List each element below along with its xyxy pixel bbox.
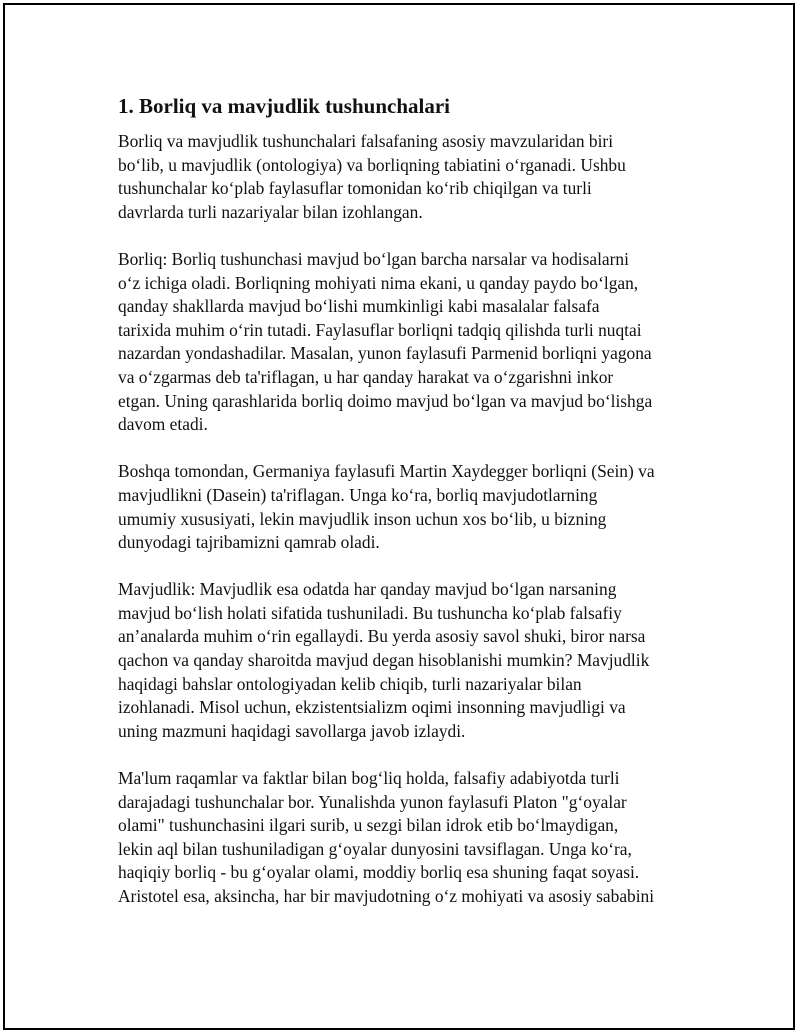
text-line: umumiy xususiyati, lekin mavjudlik inson uchun xos bo‘lib, u bizning: [118, 508, 607, 529]
paragraph-platon: [118, 767, 688, 909]
text-line: Ma'lum raqamlar va faktlar bilan bog‘liq holda, falsafiy adabiyotda turli: [118, 768, 620, 789]
text-line: Borliq: Borliq tushunchasi mavjud bo‘lgan barcha narsalar va hodisalarni: [118, 248, 629, 269]
text-line: bo‘lib, u mavjudlik (ontologiya) va borliqning tabiatini o‘rganadi. Ushbu: [118, 154, 626, 175]
text-line: olami" tushunchasini ilgari surib, u sezgi bilan idrok etib bo‘lmaydigan,: [118, 815, 619, 836]
paragraph-heidegger: [118, 460, 688, 554]
text-line: qanday shakllarda mavjud bo‘lishi mumkinligi kabi masalalar falsafa: [118, 296, 600, 317]
text-line: uning mazmuni haqidagi savollarga javob izlaydi.: [118, 720, 466, 741]
text-line: davom etadi.: [118, 414, 208, 435]
text-line: Borliq va mavjudlik tushunchalari falsafaning asosiy mavzularidan biri: [118, 131, 614, 151]
section-heading: 1. Borliq va mavjudlik tushunchalari: [118, 94, 450, 118]
text-line: va o‘zgarmas deb ta'riflagan, u har qanday harakat va o‘zgarishni inkor: [118, 366, 614, 387]
text-line: tushunchalar ko‘plab faylasuflar tomonidan ko‘rib chiqilgan va turli: [118, 178, 592, 199]
paragraph-intro: [118, 130, 688, 224]
text-line: haqidagi bahslar ontologiyadan kelib chiqib, turli nazariyalar bilan: [118, 673, 582, 694]
text-line: qachon va qanday sharoitda mavjud degan hisoblanishi mumkin? Mavjudlik: [118, 650, 650, 671]
text-line: Boshqa tomondan, Germaniya faylasufi Martin Xaydegger borliqni (Sein) va: [118, 461, 655, 482]
text-line: Aristotel esa, aksincha, har bir mavjudotning o‘z mohiyati va asosiy sababini: [118, 886, 655, 906]
document-body: [118, 92, 688, 932]
text-line: nazardan yondashadilar. Masalan, yunon faylasufi Parmenid borliqni yagona: [118, 343, 652, 364]
text-line: tarixida muhim o‘rin tutadi. Faylasuflar borliqni tadqiq qilishda turli nuqtai: [118, 319, 642, 340]
text-line: mavjud bo‘lish holati sifatida tushuniladi. Bu tushuncha ko‘plab falsafiy: [118, 602, 622, 623]
text-line: darajadagi tushunchalar bor. Yunalishda yunon faylasufi Platon "g‘oyalar: [118, 791, 627, 812]
paragraph-borliq: [118, 248, 688, 437]
text-line: izohlanadi. Misol uchun, ekzistentsializm oqimi insonning mavjudligi va: [118, 697, 626, 718]
text-line: etgan. Uning qarashlarida borliq doimo mavjud bo‘lgan va mavjud bo‘lishga: [118, 390, 653, 411]
text-line: Mavjudlik: Mavjudlik esa odatda har qanday mavjud bo‘lgan narsaning: [118, 579, 617, 600]
text-line: an’analarda muhim o‘rin egallaydi. Bu yerda asosiy savol shuki, biror narsa: [118, 626, 646, 647]
text-line: o‘z ichiga oladi. Borliqning mohiyati nima ekani, u qanday paydo bo‘lgan,: [118, 272, 639, 293]
text-line: mavjudlikni (Dasein) ta'riflagan. Unga ko‘ra, borliq mavjudotlarning: [118, 484, 598, 505]
text-line: dunyodagi tajribamizni qamrab oladi.: [118, 532, 380, 553]
text-line: haqiqiy borliq - bu g‘oyalar olami, moddiy borliq esa shuning faqat soyasi.: [118, 862, 640, 883]
paragraph-mavjudlik: [118, 578, 688, 743]
text-line: davrlarda turli nazariyalar bilan izohlangan.: [118, 201, 423, 222]
text-line: lekin aql bilan tushuniladigan g‘oyalar dunyosini tavsiflagan. Unga ko‘ra,: [118, 838, 632, 859]
